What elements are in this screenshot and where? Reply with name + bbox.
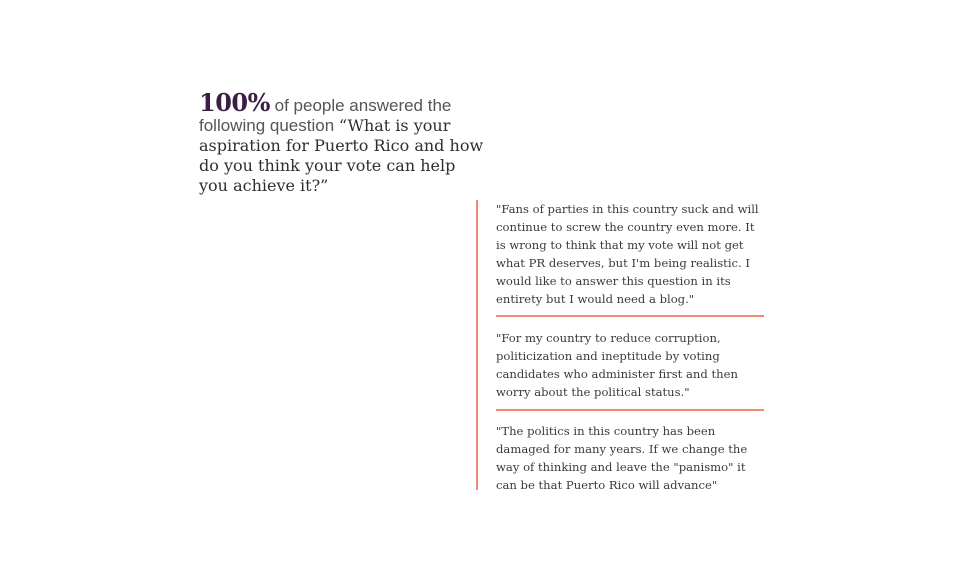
quote-divider-1	[496, 315, 764, 317]
percent-stat: 100%	[199, 88, 270, 117]
survey-question: “What is your aspiration for Puerto Rico and how do you think your vote can help you achieve it?”	[199, 116, 484, 195]
survey-intro	[199, 88, 489, 196]
quote-3: "The politics in this country has been damaged for many years. If we change the way of thinking and leave the "panismo" it can be that Puerto Rico will advance"	[496, 424, 748, 492]
quote-1: "Fans of parties in this country suck and will continue to screw the country even more. It is wrong to think that my vote will not get what PR deserves, but I'm being realistic. I would like to answer this question in its entirety but I would need a blog."	[496, 202, 759, 306]
quotes-panel	[476, 200, 768, 490]
quote-divider-2	[496, 409, 764, 411]
intro-lead-text: of people answered the following question	[199, 96, 452, 135]
quote-2: "For my country to reduce corruption, politicization and ineptitude by voting candidates who administer first and then worry about the political status."	[496, 331, 738, 399]
